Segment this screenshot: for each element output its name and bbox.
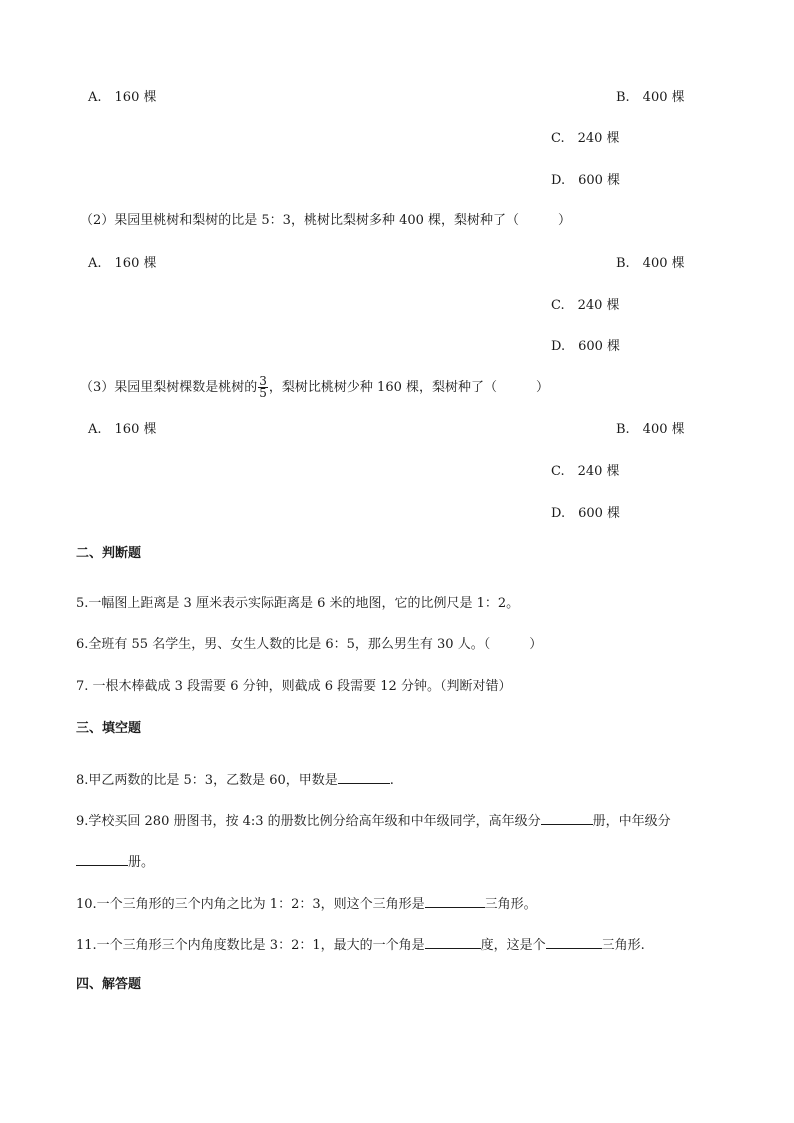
q2-option-d: D. 600 棵 bbox=[551, 339, 621, 354]
section4-title: 四、解答题 bbox=[76, 977, 142, 992]
q2-option-a: A. 160 棵 bbox=[88, 256, 157, 271]
section3-title: 三、填空题 bbox=[76, 721, 142, 736]
q3-option-b: B. 400 棵 bbox=[616, 422, 685, 437]
q3-fraction bbox=[258, 376, 268, 399]
q2-option-c: C. 240 棵 bbox=[551, 298, 620, 313]
question-9-cont bbox=[76, 852, 154, 872]
q9-end: 册。 bbox=[128, 855, 155, 870]
q10-end: 三角形。 bbox=[484, 897, 537, 912]
q3-option-d: D. 600 棵 bbox=[551, 506, 621, 521]
question-5: 5.一幅图上距离是 3 厘米表示实际距离是 6 米的地图，它的比例尺是 1：2。 bbox=[76, 596, 520, 611]
question-8 bbox=[76, 770, 394, 790]
q8-end: . bbox=[389, 773, 394, 788]
q8-answer-blank[interactable] bbox=[338, 770, 390, 784]
q9-text-mid: 册，中年级分 bbox=[592, 814, 671, 829]
q3-option-a: A. 160 棵 bbox=[88, 422, 157, 437]
q1-option-d: D. 600 棵 bbox=[551, 173, 621, 188]
q3-option-c: C. 240 棵 bbox=[551, 464, 620, 479]
question-6: 6.全班有 55 名学生，男、女生人数的比是 6：5，那么男生有 30 人。（ ） bbox=[76, 637, 543, 652]
section2-title: 二、判断题 bbox=[76, 546, 142, 561]
q11-text: 11.一个三角形三个内角度数比是 3：2：1，最大的一个角是 bbox=[76, 938, 425, 953]
q3-fraction-numerator: 3 bbox=[259, 374, 267, 388]
q3-stem bbox=[80, 376, 549, 400]
q10-text: 10.一个三角形的三个内角之比为 1：2：3，则这个三角形是 bbox=[76, 897, 425, 912]
q3-fraction-denominator: 5 bbox=[259, 386, 267, 400]
question-7: 7. 一根木棒截成 3 段需要 6 分钟，则截成 6 段需要 12 分钟。（判断对错） bbox=[76, 679, 512, 694]
q1-option-b: B. 400 棵 bbox=[616, 90, 685, 105]
q11-end: 三角形. bbox=[601, 938, 645, 953]
q2-option-b: B. 400 棵 bbox=[616, 256, 685, 271]
q9-answer-blank-2[interactable] bbox=[76, 852, 128, 866]
q11-answer-blank-2[interactable] bbox=[546, 935, 602, 949]
question-10 bbox=[76, 894, 537, 914]
q8-text: 8.甲乙两数的比是 5：3，乙数是 60，甲数是 bbox=[76, 773, 338, 788]
q2-stem: （2）果园里桃树和梨树的比是 5：3，桃树比梨树多种 400 棵，梨树种了（ ） bbox=[80, 213, 572, 228]
q9-answer-blank-1[interactable] bbox=[541, 811, 593, 825]
q1-option-c: C. 240 棵 bbox=[551, 131, 620, 146]
q11-text-mid: 度，这是个 bbox=[480, 938, 546, 953]
q3-stem-before: （3）果园里梨树棵数是桃树的 bbox=[80, 380, 258, 395]
question-11 bbox=[76, 935, 645, 955]
q1-option-a: A. 160 棵 bbox=[88, 90, 157, 105]
q11-answer-blank-1[interactable] bbox=[425, 935, 481, 949]
q3-stem-after: ，梨树比桃树少种 160 棵，梨树种了（ ） bbox=[268, 380, 549, 395]
q10-answer-blank[interactable] bbox=[425, 894, 485, 908]
q9-text: 9.学校买回 280 册图书，按 4:3 的册数比例分给高年级和中年级同学，高年级分 bbox=[76, 814, 541, 829]
question-9 bbox=[76, 811, 671, 831]
